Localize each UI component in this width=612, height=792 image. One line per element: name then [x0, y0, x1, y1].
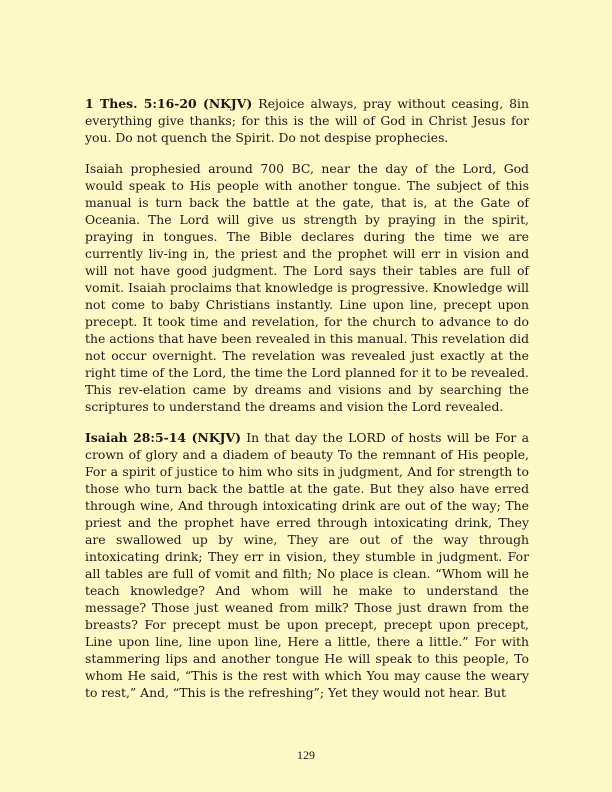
paragraph-commentary: [85, 160, 529, 415]
scripture-reference: 1 Thes. 5:16-20 (NKJV): [85, 96, 253, 111]
scripture-reference: Isaiah 28:5-14 (NKJV): [85, 430, 241, 445]
page-number: 129: [297, 748, 315, 762]
paragraph-thessalonians: [85, 95, 529, 146]
paragraph-isaiah: [85, 429, 529, 701]
paragraph-text: In that day the LORD of hosts will be For a crown of glory and a diadem of beauty To the remnant of His people, For a spirit of justice to him who sits in judgment, And for strength to those who turn back the battle at the gate. But they also have erred through wine, And through intoxicating drink are out of the way; The priest and the prophet have erred through intoxicating drink, They are swallowed up by wine, They are out of the way through intoxicating drink; They err in vision, they stumble in judgment. For all tables are full of vomit and filth; No place is clean. “Whom will he teach knowledge? And whom will he make to understand the message? Those just weaned from milk? Those just drawn from the breasts? For precept must be upon precept, precept upon precept, Line upon line, line upon line, Here a little, there a little.” For with stammering lips and another tongue He will speak to this people, To whom He said, “This is the rest with which You may cause the weary to rest,” And, “This is the refreshing”; Yet they would not hear. But: [85, 430, 529, 700]
paragraph-text: Isaiah prophesied around 700 BC, near the day of the Lord, God would speak to His people with another tongue. The subject of this manual is turn back the battle at the gate, that is, at the Gate of Oceania. The Lord will give us strength by praying in the spirit, praying in tongues. The Bible declares during the time we are currently liv-ing in, the priest and the prophet will err in vision and will not have good judgment. The Lord says their tables are full of vomit. Isaiah proclaims that knowledge is progressive. Knowledge will not come to baby Christians instantly. Line upon line, precept upon precept. It took time and revelation, for the church to advance to do the actions that have been revealed in this manual. This revelation did not occur overnight. The revelation was revealed just exactly at the right time of the Lord, the time the Lord planned for it to be revealed. This rev-elation came by dreams and visions and by searching the scriptures to understand the dreams and vision the Lord revealed.: [85, 161, 529, 414]
paragraph-text: Rejoice always, pray without ceasing, 8in everything give thanks; for this is the will of God in Christ Jesus for you. Do not quench the Spirit. Do not despise prophecies.: [85, 96, 529, 145]
page-body: [85, 95, 529, 715]
